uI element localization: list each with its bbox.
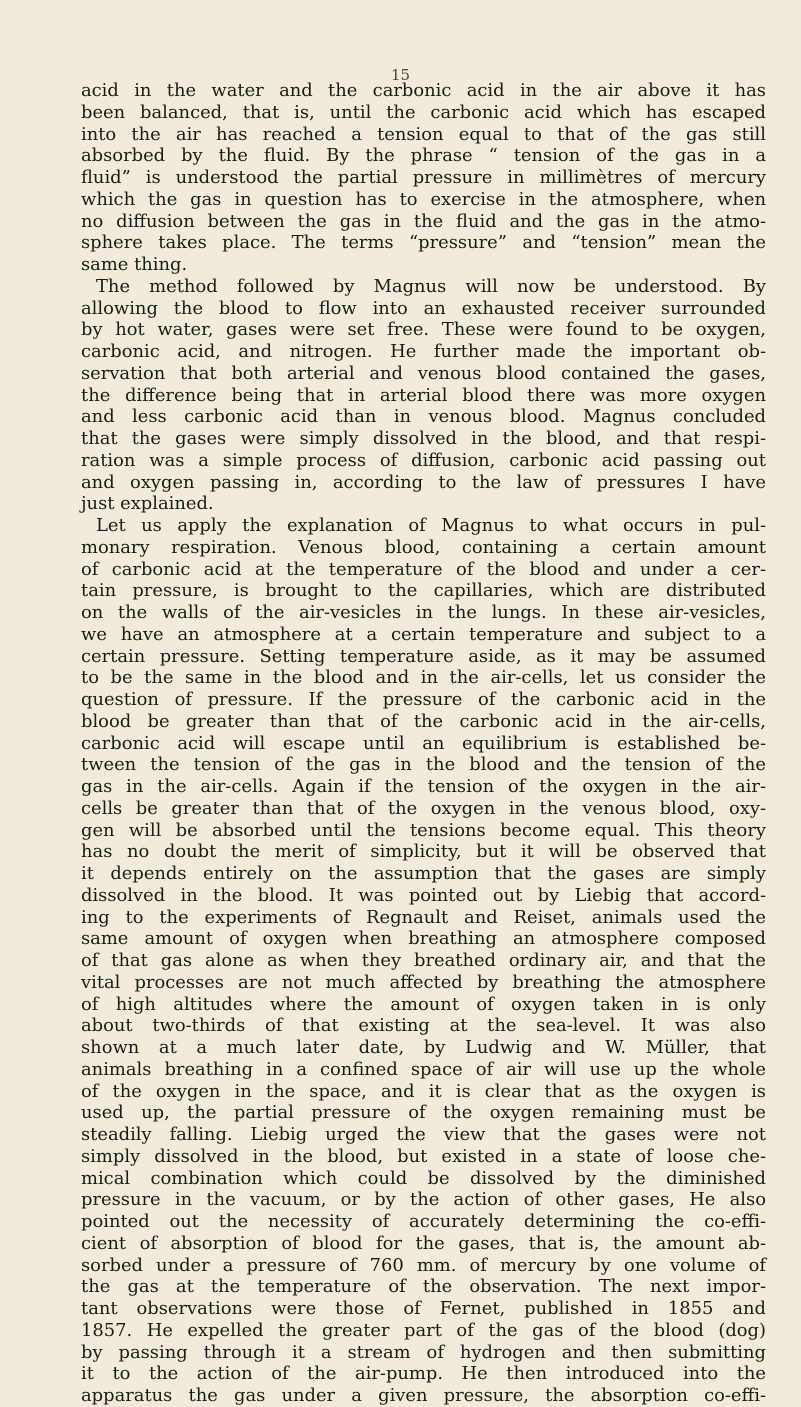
text-line: same amount of oxygen when breathing an atmosphere composed xyxy=(81,928,766,950)
text-line: same thing. xyxy=(81,254,188,275)
text-line: certain pressure. Setting temperature aside, as it may be assumed xyxy=(81,645,766,667)
text-line: steadily falling. Liebig urged the view that the gases were not xyxy=(81,1124,766,1145)
text-line: into the air has reached a tension equal to that of the gas still xyxy=(81,123,766,145)
page-number: 15 xyxy=(390,66,411,84)
text-line: by passing through it a stream of hydrogen and then submitting xyxy=(81,1341,766,1363)
text-line: has no doubt the merit of simplicity, but it will be observed that xyxy=(81,841,766,863)
text-line: of high altitudes where the amount of oxygen taken in is only xyxy=(81,993,766,1015)
text-line: monary respiration. Venous blood, containing a certain amount xyxy=(81,536,766,558)
text-line: pointed out the necessity of accurately determining the co-effi- xyxy=(81,1211,766,1232)
text-line: by hot water, gases were set free. These were found to be oxygen, xyxy=(81,319,766,341)
text-line: of that gas alone as when they breathed ordinary air, and that the xyxy=(81,950,766,971)
text-line: Let us apply the explanation of Magnus to what occurs in pul- xyxy=(96,515,766,536)
text-line: and oxygen passing in, according to the law of pressures I have xyxy=(81,471,766,493)
text-line: which the gas in question has to exercise in the atmosphere, when xyxy=(81,188,766,210)
text-line: ration was a simple process of diffusion, carbonic acid passing out xyxy=(81,449,766,471)
text-line: to be the same in the blood and in the air-cells, let us consider the xyxy=(81,667,766,689)
text-line: sorbed under a pressure of 760 mm. of mercury by one volume of xyxy=(81,1254,766,1276)
text-line: we have an atmosphere at a certain temperature and subject to a xyxy=(81,623,766,645)
text-line: no diffusion between the gas in the fluid and the gas in the atmo- xyxy=(81,210,766,232)
text-line: used up, the partial pressure of the oxygen remaining must be xyxy=(81,1102,766,1124)
text-line: The method followed by Magnus will now be understood. By xyxy=(96,275,766,297)
text-line: gen will be absorbed until the tensions become equal. This theory xyxy=(81,819,766,841)
text-line: acid in the water and the carbonic acid in the air above it has xyxy=(81,80,766,101)
text-line: carbonic acid, and nitrogen. He further made the important ob- xyxy=(81,341,766,362)
paragraph xyxy=(81,80,766,276)
body-text xyxy=(81,80,766,1407)
text-line: dissolved in the blood. It was pointed out by Liebig that accord- xyxy=(81,884,766,906)
text-line: apparatus the gas under a given pressure, the absorption co-effi- xyxy=(81,1385,766,1406)
text-line: servation that both arterial and venous blood contained the gases, xyxy=(81,362,766,384)
text-line: allowing the blood to flow into an exhausted receiver surrounded xyxy=(81,297,766,319)
text-line: simply dissolved in the blood, but existed in a state of loose che- xyxy=(81,1145,766,1167)
text-line: and less carbonic acid than in venous blood. Magnus concluded xyxy=(81,406,766,428)
text-line: about two-thirds of that existing at the sea-level. It was also xyxy=(81,1015,766,1037)
text-line: the difference being that in arterial blood there was more oxygen xyxy=(81,384,766,406)
text-line: been balanced, that is, until the carbonic acid which has escaped xyxy=(81,101,766,123)
text-line: question of pressure. If the pressure of the carbonic acid in the xyxy=(81,689,766,710)
text-line: on the walls of the air-vesicles in the lungs. In these air-vesicles, xyxy=(81,602,766,623)
text-line: tant observations were those of Fernet, published in 1855 and xyxy=(81,1298,766,1319)
text-line: blood be greater than that of the carbonic acid in the air-cells, xyxy=(81,710,766,732)
text-line: cells be greater than that of the oxygen in the venous blood, oxy- xyxy=(81,797,766,819)
text-line: animals breathing in a confined space of air will use up the whole xyxy=(81,1058,766,1080)
text-line: sphere takes place. The terms “pressure” and “tension” mean the xyxy=(81,232,766,254)
text-line: ing to the experiments of Regnault and Reiset, animals used the xyxy=(81,906,766,928)
text-line: gas in the air-cells. Again if the tension of the oxygen in the air- xyxy=(81,776,766,797)
text-line: of the oxygen in the space, and it is clear that as the oxygen is xyxy=(81,1080,766,1102)
text-line: cient of absorption of blood for the gases, that is, the amount ab- xyxy=(81,1232,766,1254)
paragraph xyxy=(81,515,766,1407)
text-line: fluid” is understood the partial pressure in millimètres of mercury xyxy=(81,167,766,188)
text-line: vital processes are not much affected by breathing the atmosphere xyxy=(81,971,766,993)
text-line: of carbonic acid at the temperature of the blood and under a cer- xyxy=(81,558,766,580)
text-line: 1857. He expelled the greater part of the gas of the blood (dog) xyxy=(81,1319,766,1341)
text-line: the gas at the temperature of the observation. The next impor- xyxy=(81,1276,766,1298)
text-line: mical combination which could be dissolved by the diminished xyxy=(81,1167,766,1189)
text-line: it to the action of the air-pump. He then introduced into the xyxy=(81,1363,766,1385)
text-line: shown at a much later date, by Ludwig and W. Müller, that xyxy=(81,1037,766,1058)
text-line: tain pressure, is brought to the capillaries, which are distributed xyxy=(81,580,766,602)
paragraph xyxy=(81,276,766,515)
text-line: carbonic acid will escape until an equilibrium is established be- xyxy=(81,732,766,754)
text-line: that the gases were simply dissolved in the blood, and that respi- xyxy=(81,428,766,449)
text-line: just explained. xyxy=(81,493,214,515)
text-line: it depends entirely on the assumption that the gases are simply xyxy=(81,863,766,884)
text-line: pressure in the vacuum, or by the action of other gases, He also xyxy=(81,1189,766,1211)
text-line: tween the tension of the gas in the blood and the tension of the xyxy=(81,754,766,776)
text-line: absorbed by the fluid. By the phrase “ tension of the gas in a xyxy=(81,145,766,167)
